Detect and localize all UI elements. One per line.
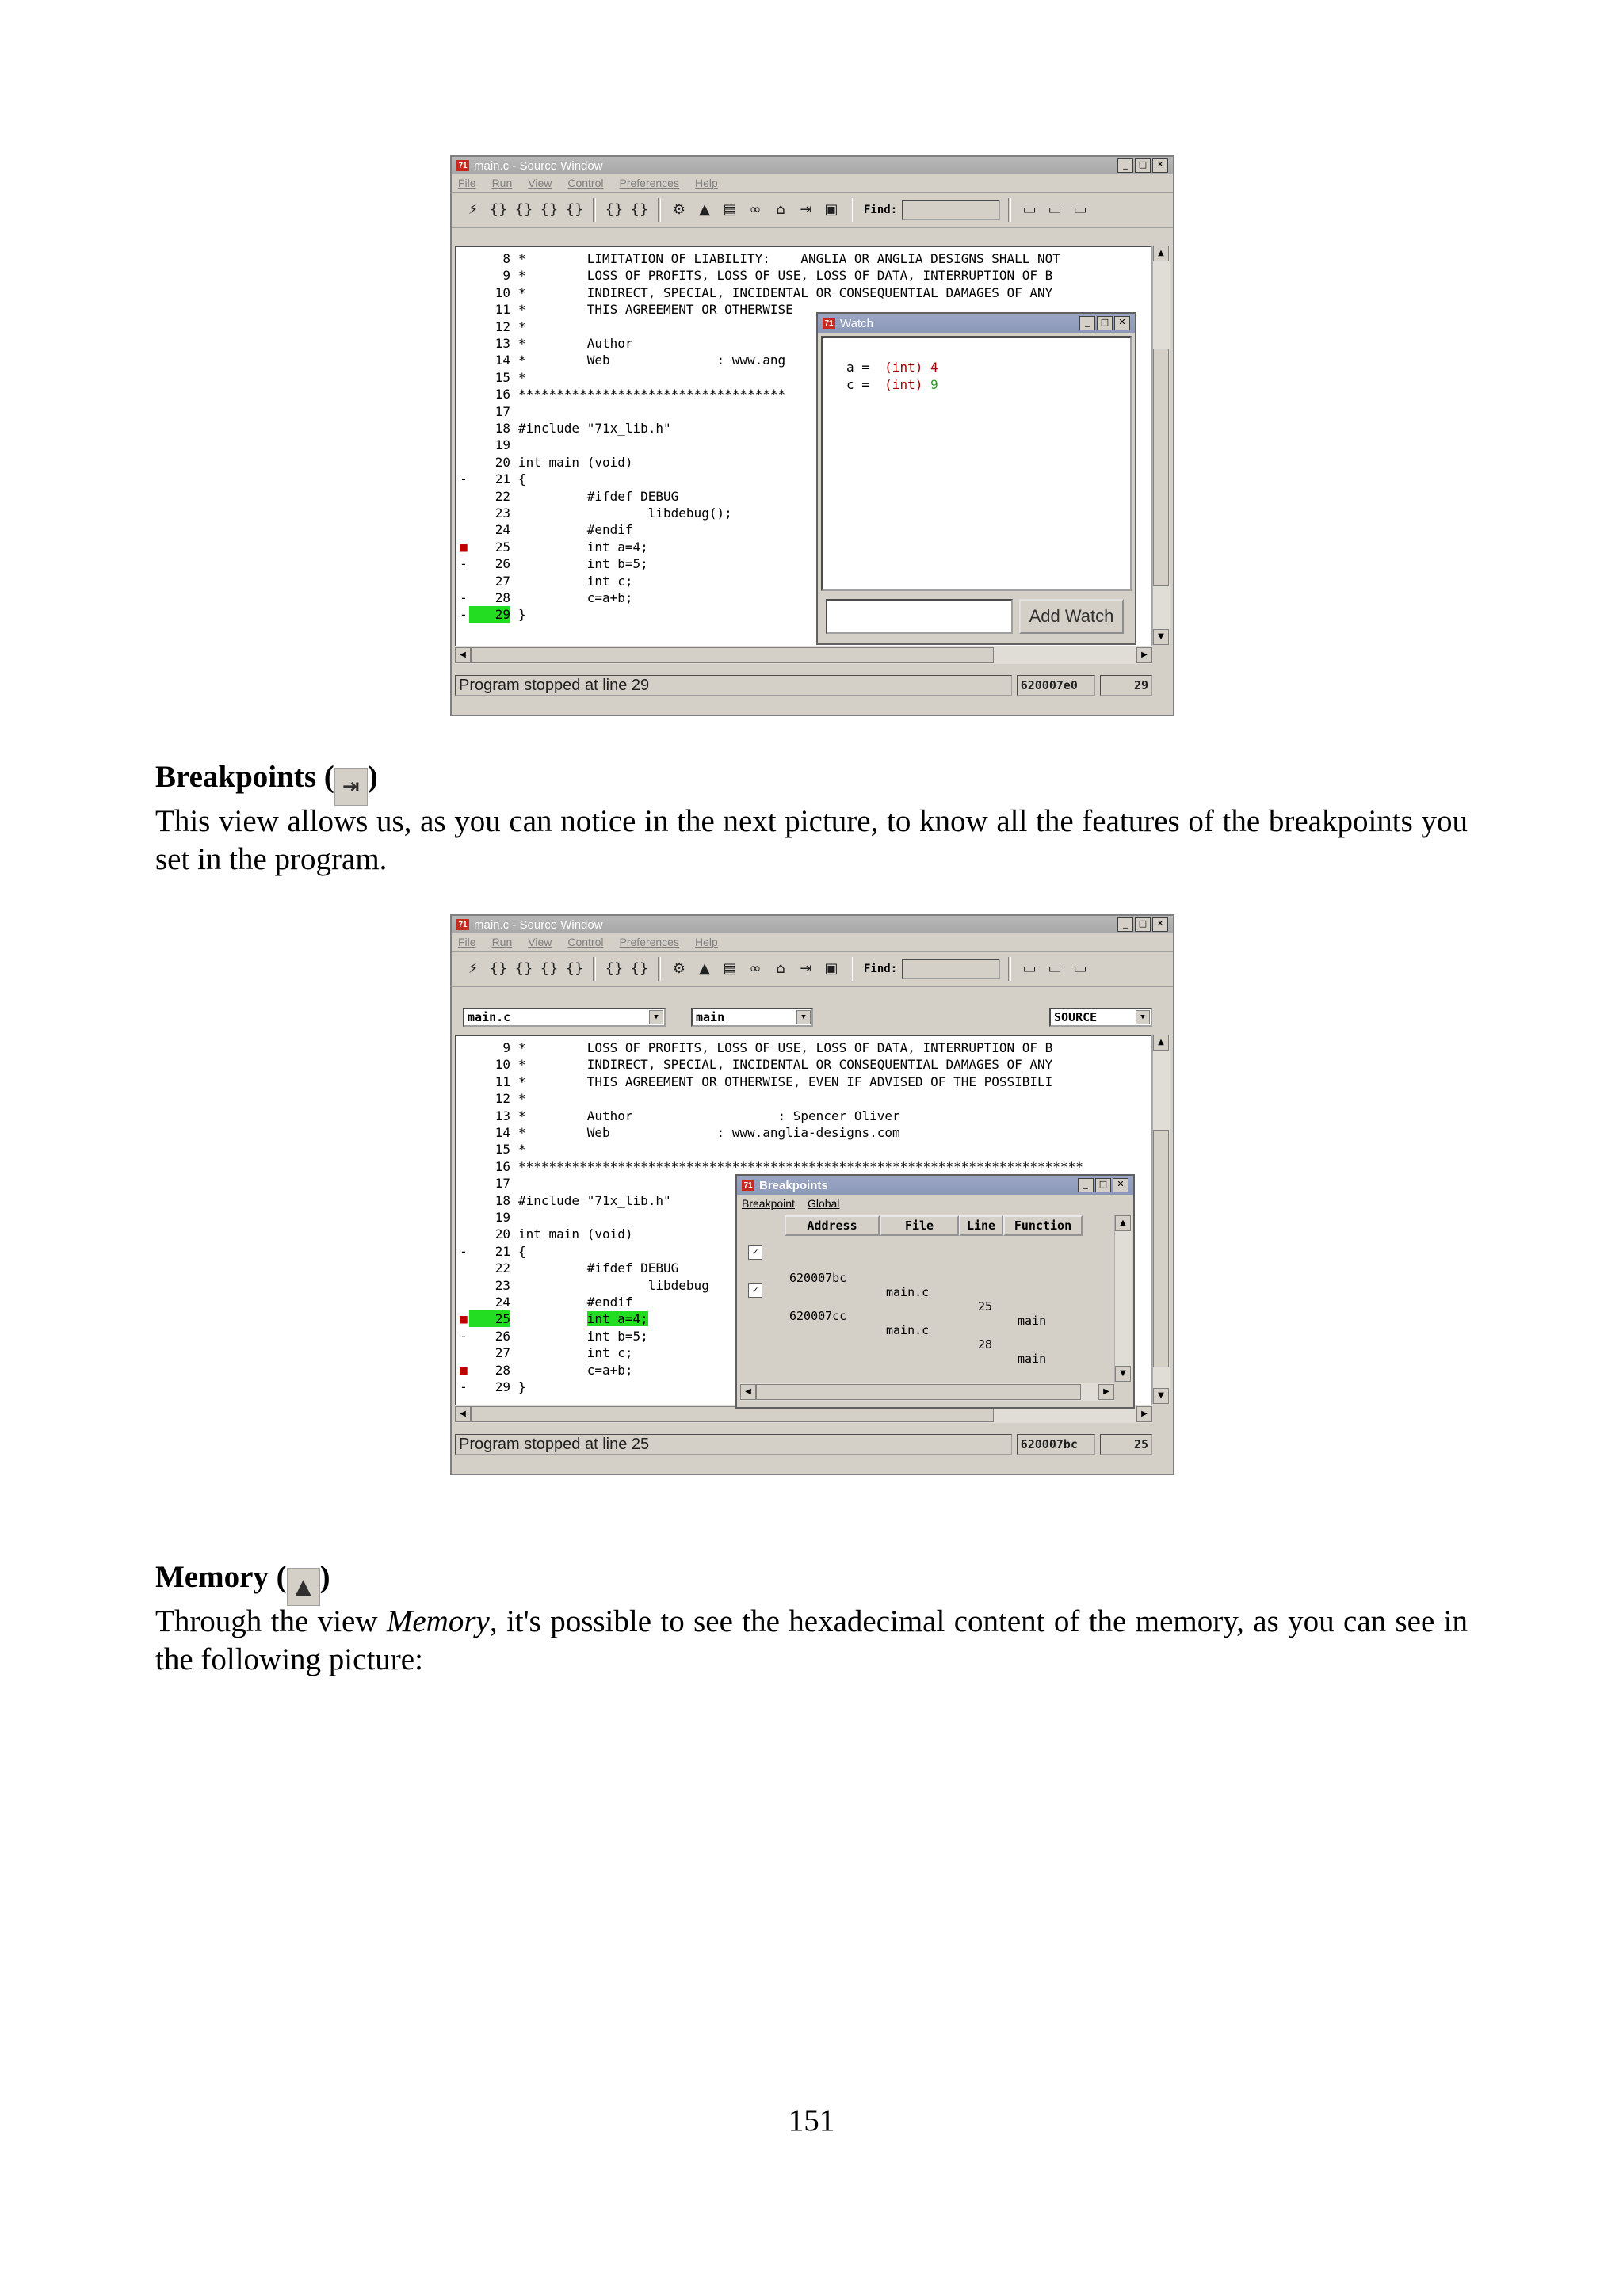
- memory-icon[interactable]: ▲: [699, 201, 710, 218]
- memory-icon: ▲: [287, 1568, 320, 1606]
- table-header: [785, 1215, 1083, 1236]
- code-line[interactable]: [456, 1039, 1151, 1056]
- code-text: c=a+b;: [518, 1362, 633, 1378]
- run-icon[interactable]: ⚡: [468, 201, 479, 218]
- find-label: Find:: [864, 204, 898, 216]
- scroll-thumb-h[interactable]: [756, 1384, 1081, 1400]
- line-number: 24: [495, 522, 510, 538]
- close-icon[interactable]: ✕: [1113, 1178, 1128, 1192]
- watch-var-type: (int): [884, 360, 923, 375]
- watch-list: [821, 336, 1132, 591]
- scroll-up-icon[interactable]: ▲: [1153, 246, 1169, 261]
- scroll-down-icon[interactable]: ▼: [1115, 1366, 1131, 1382]
- scroll-left-icon[interactable]: ◀: [455, 647, 471, 663]
- line-marker[interactable]: -: [460, 590, 468, 605]
- code-text: * INDIRECT, SPECIAL, INCIDENTAL OR CONSEQUENTIAL DAMAGES OF ANY: [518, 1057, 1053, 1073]
- nexti-icon[interactable]: {}: [630, 960, 649, 977]
- watch-row[interactable]: [846, 377, 938, 392]
- console-icon[interactable]: ▣: [824, 960, 838, 977]
- line-marker[interactable]: -: [460, 1243, 468, 1259]
- line-marker[interactable]: -: [460, 607, 468, 623]
- close-icon[interactable]: ✕: [1152, 158, 1168, 173]
- breakpoints-hscroll[interactable]: [740, 1383, 1114, 1401]
- scroll-down-icon[interactable]: ▼: [1153, 1388, 1169, 1404]
- memory-paragraph: Through the view Memory, it's possible to see the hexadecimal content of the memory, as you can see in the following picture:: [155, 1604, 1468, 1676]
- bp-file: main.c: [886, 1323, 930, 1337]
- line-number: 9: [502, 268, 510, 284]
- find-label: Find:: [864, 963, 898, 975]
- mode-select[interactable]: SOURCE ▼: [1049, 1008, 1152, 1027]
- breakpoints-titlebar[interactable]: [737, 1176, 1133, 1195]
- line-number: 25: [469, 1310, 510, 1327]
- registers-icon[interactable]: ⚙: [672, 201, 686, 218]
- column-header-file[interactable]: File: [880, 1215, 959, 1236]
- window-title: main.c - Source Window: [474, 917, 603, 932]
- code-text: * LOSS OF PROFITS, LOSS OF USE, LOSS OF DATA, INTERRUPTION OF B: [518, 1040, 1053, 1055]
- line-number: 14: [495, 353, 510, 368]
- chevron-down-icon[interactable]: ▼: [1136, 1010, 1150, 1024]
- line-number: 19: [495, 437, 510, 453]
- vertical-scrollbar[interactable]: [1152, 246, 1170, 645]
- breakpoints-vscroll[interactable]: [1114, 1215, 1132, 1382]
- line-number: 10: [495, 284, 510, 300]
- window-titlebar[interactable]: [452, 157, 1173, 174]
- line-marker[interactable]: -: [460, 556, 468, 572]
- continue-icon[interactable]: {}: [565, 201, 584, 218]
- code-text: int main (void): [518, 454, 633, 470]
- scroll-right-icon[interactable]: ▶: [1098, 1384, 1114, 1400]
- code-text: * INDIRECT, SPECIAL, INCIDENTAL OR CONSEQUENTIAL DAMAGES OF ANY: [518, 284, 1053, 300]
- code-text: {: [518, 1243, 526, 1259]
- watch-var-name: c =: [846, 377, 869, 392]
- maximize-icon[interactable]: □: [1095, 1178, 1111, 1192]
- chevron-down-icon[interactable]: ▼: [796, 1010, 811, 1024]
- step-icon[interactable]: {}: [489, 201, 508, 218]
- code-text: * Author: [518, 336, 633, 351]
- bottom-frame-icon[interactable]: ▭: [1073, 960, 1087, 977]
- breakpoints-menu: [737, 1195, 1133, 1212]
- code-text: * Web : www.anglia-designs.com: [518, 1125, 900, 1140]
- run-icon[interactable]: ⚡: [468, 960, 479, 977]
- app-icon: 71: [456, 160, 469, 171]
- close-icon[interactable]: ✕: [1114, 316, 1130, 330]
- step-icon[interactable]: {}: [489, 960, 508, 977]
- code-text: * THIS AGREEMENT OR OTHERWISE: [518, 302, 793, 318]
- code-text: int main (void): [518, 1226, 633, 1242]
- breakpoints-icon: ⇥: [334, 768, 368, 806]
- code-text: #include "71x_lib.h": [518, 421, 671, 436]
- menu-file[interactable]: File: [458, 177, 476, 189]
- line-number: 16: [495, 1158, 510, 1174]
- menu-global[interactable]: Global: [807, 1197, 840, 1210]
- watch-titlebar[interactable]: [818, 314, 1135, 333]
- line-number: 20: [495, 1226, 510, 1242]
- watch-row[interactable]: [846, 360, 938, 375]
- code-text: #ifdef DEBUG: [518, 488, 679, 504]
- breakpoint-marker-icon[interactable]: ■: [460, 1362, 468, 1378]
- code-text: **************************************************************************: [518, 1158, 1083, 1174]
- menu-bar: [452, 174, 1173, 193]
- watch-expression-input[interactable]: [826, 599, 1013, 634]
- find-input[interactable]: [902, 959, 1000, 979]
- line-marker[interactable]: -: [460, 471, 468, 487]
- code-text: int a=4;: [586, 1311, 648, 1327]
- menu-help[interactable]: Help: [694, 177, 718, 189]
- minimize-icon[interactable]: _: [1078, 1178, 1094, 1192]
- code-text: #ifdef DEBUG: [518, 1261, 679, 1276]
- status-message: Program stopped at line 29: [455, 675, 1012, 696]
- code-text: * Author : Spencer Oliver: [518, 1108, 900, 1123]
- code-text: *: [518, 369, 526, 385]
- toolbar: [452, 952, 1173, 987]
- scroll-right-icon[interactable]: ▶: [1136, 647, 1152, 663]
- minimize-icon[interactable]: _: [1117, 917, 1133, 932]
- watch-title: Watch: [840, 316, 873, 330]
- line-number: 22: [495, 488, 510, 504]
- toolbar: [452, 193, 1173, 228]
- code-text: int c;: [518, 1345, 633, 1361]
- nexti-icon[interactable]: {}: [630, 201, 649, 218]
- stepi-icon[interactable]: {}: [605, 201, 624, 218]
- app-icon: 71: [456, 919, 469, 930]
- column-header-function[interactable]: Function: [1003, 1215, 1083, 1236]
- bottom-frame-icon[interactable]: ▭: [1073, 201, 1087, 218]
- bp-file: main.c: [886, 1285, 930, 1299]
- code-text: c=a+b;: [518, 590, 633, 605]
- line-number: 12: [495, 1091, 510, 1107]
- code-line[interactable]: [456, 1074, 1151, 1090]
- line-number: 17: [495, 403, 510, 419]
- code-text: {: [518, 471, 526, 487]
- watch-window: [816, 312, 1136, 645]
- up-frame-icon[interactable]: ▭: [1022, 960, 1037, 977]
- status-line: 25: [1100, 1434, 1152, 1455]
- code-text: libdebug();: [518, 505, 732, 521]
- code-text: * Web : www.ang: [518, 353, 786, 368]
- status-bar: [455, 673, 1152, 697]
- maximize-icon[interactable]: □: [1135, 917, 1151, 932]
- find-input[interactable]: [902, 200, 1000, 220]
- line-number: 29: [495, 1379, 510, 1394]
- enabled-checkbox[interactable]: ✓: [748, 1283, 762, 1298]
- line-number: 23: [495, 1277, 510, 1293]
- line-number: 11: [495, 1074, 510, 1089]
- window-titlebar[interactable]: [452, 916, 1173, 933]
- bp-line: 28: [978, 1337, 993, 1352]
- code-text: #endif: [518, 1295, 633, 1310]
- status-bar: [455, 1432, 1152, 1456]
- code-line[interactable]: [456, 250, 1151, 267]
- code-text: *: [518, 1091, 526, 1107]
- source-window-watch: [450, 155, 1174, 716]
- watch-var-value: 4: [930, 360, 938, 375]
- stack-icon[interactable]: ▤: [723, 960, 737, 977]
- line-number: 22: [495, 1261, 510, 1276]
- continue-icon[interactable]: {}: [565, 960, 584, 977]
- locals-icon[interactable]: ⌂: [776, 960, 785, 977]
- watch-var-name: a =: [846, 360, 869, 375]
- watch-icon[interactable]: ∞: [749, 201, 762, 218]
- selector-row: [452, 1005, 1173, 1032]
- breakpoints-icon[interactable]: ⇥: [800, 960, 812, 977]
- line-number: 13: [495, 336, 510, 351]
- code-line[interactable]: [456, 284, 1151, 301]
- scroll-left-icon[interactable]: ◀: [455, 1406, 471, 1422]
- enabled-checkbox[interactable]: ✓: [748, 1245, 762, 1260]
- line-number: 25: [495, 539, 510, 555]
- line-number: 28: [495, 1362, 510, 1378]
- page-number: 151: [788, 2103, 835, 2138]
- finish-icon[interactable]: {}: [540, 960, 559, 977]
- bp-address: 620007cc: [789, 1309, 847, 1323]
- bp-function: main: [1018, 1352, 1047, 1366]
- line-number: 14: [495, 1125, 510, 1140]
- code-text: }: [518, 1379, 526, 1394]
- code-text: #endif: [518, 522, 633, 538]
- breakpoints-window: [735, 1174, 1135, 1409]
- line-number: 16: [495, 387, 510, 402]
- code-text: int a=4;: [518, 539, 648, 555]
- code-text: }: [518, 607, 526, 623]
- column-header-address[interactable]: Address: [785, 1215, 880, 1236]
- memory-heading: Memory ( ▲ ): [155, 1559, 330, 1606]
- code-text: *: [518, 1142, 526, 1158]
- line-number: 18: [495, 421, 510, 436]
- vertical-scrollbar[interactable]: [1152, 1035, 1170, 1404]
- menu-control[interactable]: Control: [567, 177, 604, 189]
- code-text: #include "71x_lib.h": [518, 1192, 671, 1208]
- line-number: 15: [495, 1142, 510, 1158]
- up-frame-icon[interactable]: ▭: [1022, 201, 1037, 218]
- minimize-icon[interactable]: _: [1079, 316, 1095, 330]
- column-header-line[interactable]: Line: [959, 1215, 1003, 1236]
- breakpoints-icon[interactable]: ⇥: [800, 201, 812, 218]
- line-number: 27: [495, 573, 510, 589]
- bp-line: 25: [978, 1299, 993, 1314]
- code-line[interactable]: [456, 267, 1151, 284]
- scroll-right-icon[interactable]: ▶: [1136, 1406, 1152, 1422]
- code-text: int c;: [518, 573, 633, 589]
- menu-breakpoint[interactable]: Breakpoint: [742, 1197, 795, 1210]
- menu-run[interactable]: Run: [491, 936, 513, 948]
- bp-function: main: [1018, 1314, 1047, 1328]
- code-text: *: [518, 318, 526, 334]
- line-number: 11: [495, 302, 510, 318]
- chevron-down-icon[interactable]: ▼: [649, 1010, 663, 1024]
- maximize-icon[interactable]: □: [1135, 158, 1151, 173]
- code-line[interactable]: [456, 1158, 1151, 1175]
- line-number: 17: [495, 1176, 510, 1192]
- breakpoints-paragraph: This view allows us, as you can notice in the next picture, to know all the features of the breakpoints you set in the program.: [155, 804, 1468, 876]
- breakpoint-marker-icon[interactable]: ■: [460, 539, 468, 555]
- line-number: 10: [495, 1057, 510, 1073]
- scroll-down-icon[interactable]: ▼: [1153, 629, 1169, 645]
- line-number: 24: [495, 1295, 510, 1310]
- console-icon[interactable]: ▣: [824, 201, 838, 218]
- watch-var-value: 9: [930, 377, 938, 392]
- line-number: 15: [495, 369, 510, 385]
- code-text: libdebug: [518, 1277, 709, 1293]
- menu-view[interactable]: View: [528, 936, 552, 948]
- code-text: int b=5;: [518, 1328, 648, 1344]
- line-number: 21: [495, 1243, 510, 1259]
- line-number: 9: [502, 1040, 510, 1055]
- line-number: 23: [495, 505, 510, 521]
- scroll-thumb-h[interactable]: [471, 647, 994, 663]
- line-number: 26: [495, 1328, 510, 1344]
- code-text: ***********************************: [518, 387, 786, 402]
- breakpoints-table: [740, 1215, 1114, 1382]
- next-icon[interactable]: {}: [514, 201, 533, 218]
- status-line: 29: [1100, 675, 1152, 696]
- line-number: 19: [495, 1210, 510, 1225]
- code-line[interactable]: [456, 1090, 1151, 1107]
- line-number: 13: [495, 1108, 510, 1123]
- line-number: 8: [502, 251, 510, 266]
- status-address: 620007e0: [1017, 675, 1096, 696]
- line-number: 28: [495, 590, 510, 605]
- scroll-up-icon[interactable]: ▲: [1115, 1215, 1131, 1231]
- line-number: 27: [495, 1345, 510, 1361]
- scroll-up-icon[interactable]: ▲: [1153, 1035, 1169, 1051]
- code-line[interactable]: [456, 1108, 1151, 1124]
- code-text: * LOSS OF PROFITS, LOSS OF USE, LOSS OF DATA, INTERRUPTION OF B: [518, 268, 1053, 284]
- breakpoints-title: Breakpoints: [759, 1178, 828, 1192]
- menu-run[interactable]: Run: [491, 177, 513, 189]
- app-icon: 71: [823, 318, 835, 329]
- status-message: Program stopped at line 25: [455, 1434, 1012, 1455]
- menu-preferences[interactable]: Preferences: [619, 177, 679, 189]
- function-select[interactable]: main ▼: [691, 1008, 813, 1027]
- scroll-thumb[interactable]: [1153, 1130, 1169, 1367]
- bp-address: 620007bc: [789, 1271, 847, 1285]
- close-icon[interactable]: ✕: [1152, 917, 1168, 932]
- scroll-thumb[interactable]: [1153, 349, 1169, 586]
- stack-icon[interactable]: ▤: [723, 201, 737, 218]
- line-marker[interactable]: -: [460, 1379, 468, 1394]
- menu-bar: [452, 933, 1173, 952]
- maximize-icon[interactable]: □: [1097, 316, 1113, 330]
- add-watch-button[interactable]: Add Watch: [1019, 599, 1124, 634]
- locals-icon[interactable]: ⌂: [776, 201, 785, 218]
- breakpoints-heading: Breakpoints ( ⇥ ): [155, 759, 378, 806]
- code-line[interactable]: [456, 1141, 1151, 1158]
- finish-icon[interactable]: {}: [540, 201, 559, 218]
- code-text: int b=5;: [518, 556, 648, 572]
- line-marker[interactable]: -: [460, 1328, 468, 1344]
- menu-file[interactable]: File: [458, 936, 476, 948]
- status-address: 620007bc: [1017, 1434, 1096, 1455]
- menu-view[interactable]: View: [528, 177, 552, 189]
- memory-icon[interactable]: ▲: [699, 960, 710, 977]
- line-number: 18: [495, 1192, 510, 1208]
- line-number: 12: [495, 318, 510, 334]
- menu-preferences[interactable]: Preferences: [619, 936, 679, 948]
- line-number: 29: [469, 606, 510, 623]
- scroll-left-icon[interactable]: ◀: [740, 1384, 756, 1400]
- down-frame-icon[interactable]: ▭: [1048, 201, 1062, 218]
- source-window-breakpoints: [450, 914, 1174, 1475]
- window-title: main.c - Source Window: [474, 158, 603, 173]
- watch-icon[interactable]: ∞: [749, 960, 762, 977]
- horizontal-scrollbar[interactable]: [455, 646, 1152, 664]
- line-number: 20: [495, 454, 510, 470]
- app-icon: 71: [742, 1180, 754, 1191]
- registers-icon[interactable]: ⚙: [672, 960, 686, 977]
- breakpoint-marker-icon[interactable]: ■: [460, 1311, 468, 1327]
- watch-var-type: (int): [884, 377, 923, 392]
- next-icon[interactable]: {}: [514, 960, 533, 977]
- code-line[interactable]: [456, 1056, 1151, 1073]
- stepi-icon[interactable]: {}: [605, 960, 624, 977]
- code-line[interactable]: [456, 1124, 1151, 1141]
- file-select[interactable]: main.c ▼: [463, 1008, 666, 1027]
- minimize-icon[interactable]: _: [1117, 158, 1133, 173]
- menu-help[interactable]: Help: [694, 936, 718, 948]
- line-number: 21: [495, 471, 510, 487]
- scroll-thumb-h[interactable]: [471, 1406, 994, 1422]
- line-number: 26: [495, 556, 510, 572]
- down-frame-icon[interactable]: ▭: [1048, 960, 1062, 977]
- menu-control[interactable]: Control: [567, 936, 604, 948]
- code-text: * LIMITATION OF LIABILITY: ANGLIA OR ANGLIA DESIGNS SHALL NOT: [518, 251, 1060, 266]
- code-text: * THIS AGREEMENT OR OTHERWISE, EVEN IF ADVISED OF THE POSSIBILI: [518, 1074, 1053, 1089]
